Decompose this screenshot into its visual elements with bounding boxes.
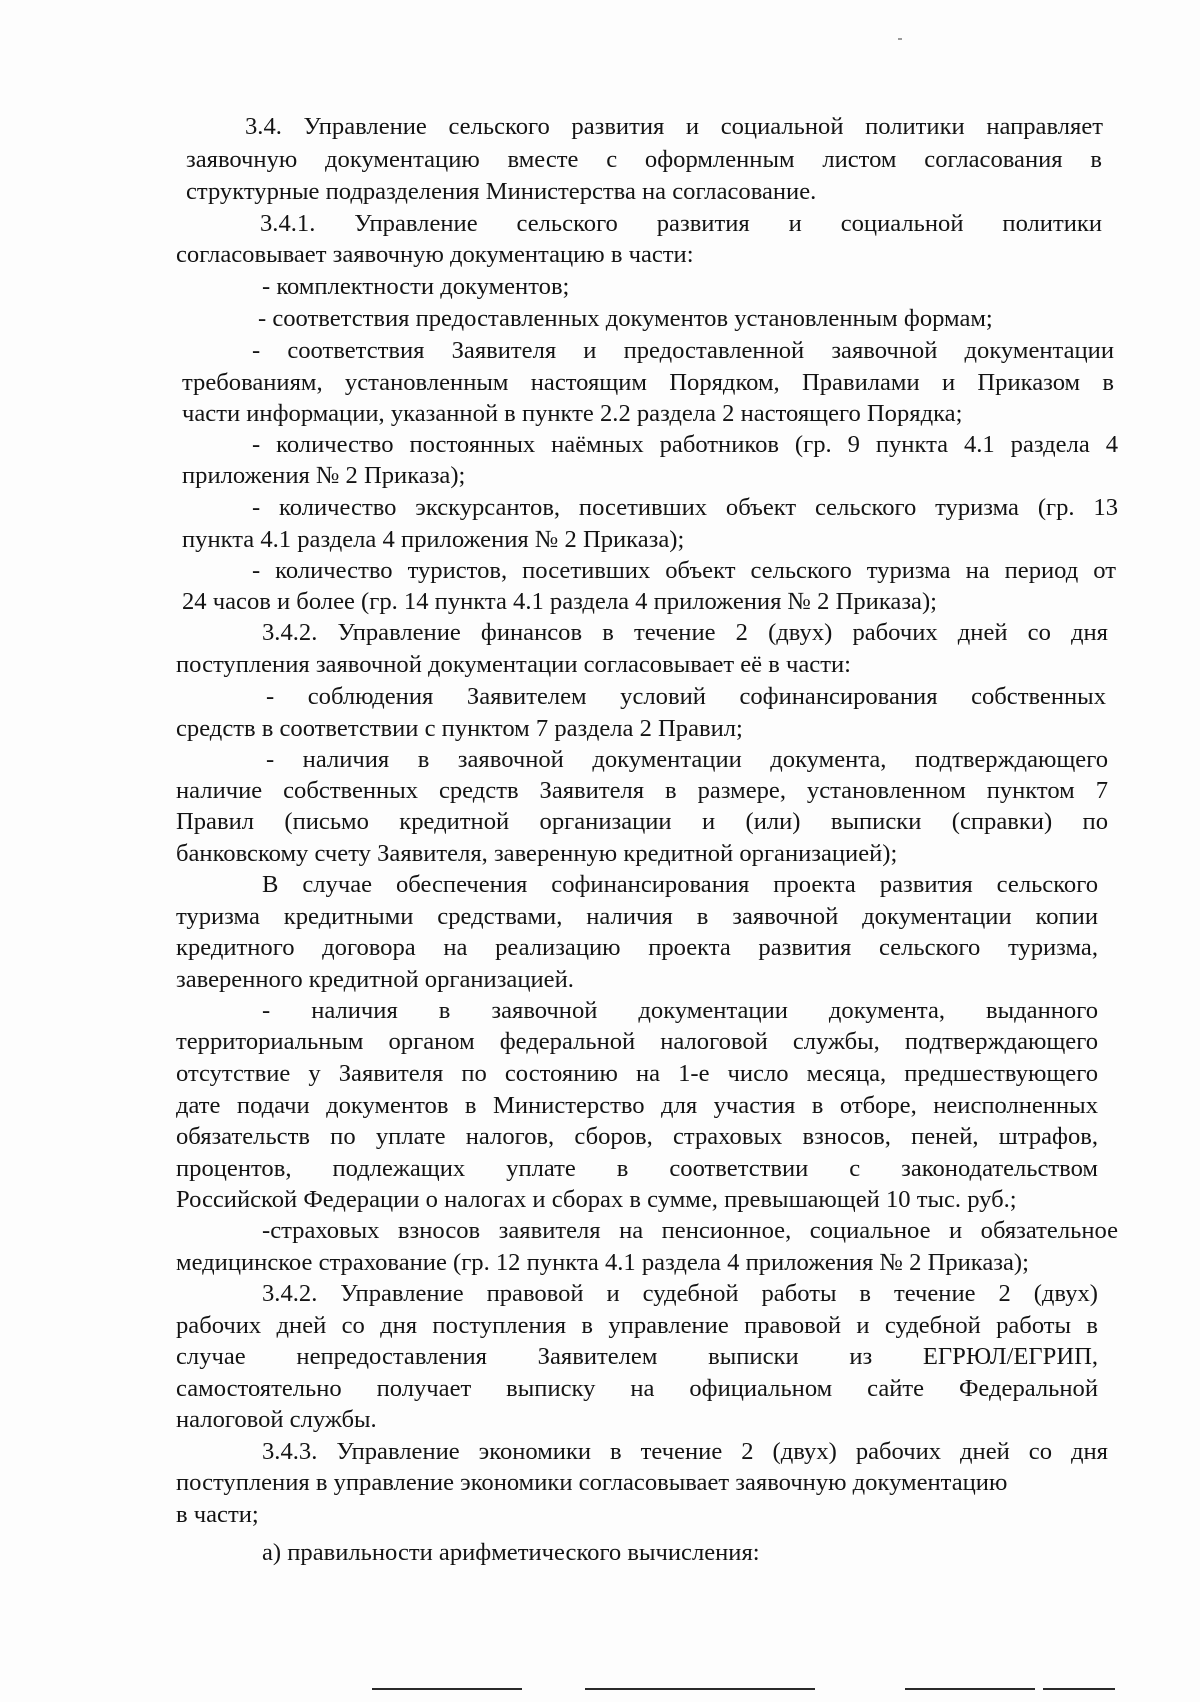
text-line-32: дате подачи документов в Министерство для участия в отборе, неисполненных <box>176 1092 1098 1119</box>
text-line-30: территориальным органом федеральной налоговой службы, подтверждающего <box>176 1028 1098 1055</box>
text-line-20: средств в соответствии с пунктом 7 раздела 2 Правил; <box>176 715 743 742</box>
text-line-26: туризма кредитными средствами, наличия в заявочной документации копии <box>176 903 1098 930</box>
text-line-36: -страховых взносов заявителя на пенсионное, социальное и обязательное <box>262 1217 1118 1244</box>
scan-artifact-line <box>585 1688 815 1690</box>
text-line-12: приложения № 2 Приказа); <box>182 462 466 489</box>
text-line-6: - комплектности документов; <box>262 273 570 300</box>
scan-artifact-line <box>372 1688 522 1690</box>
text-line-25: В случае обеспечения софинансирования проекта развития сельского <box>262 871 1098 898</box>
text-line-8: - соответствия Заявителя и предоставленной заявочной документации <box>252 337 1114 364</box>
text-line-13: - количество экскурсантов, посетивших объект сельского туризма (гр. 13 <box>252 494 1118 521</box>
scan-artifact-line <box>1043 1688 1115 1690</box>
text-line-18: поступления заявочной документации согласовывает её в части: <box>176 651 851 678</box>
text-line-28: заверенного кредитной организацией. <box>176 966 574 993</box>
text-line-3: структурные подразделения Министерства на согласование. <box>186 178 817 205</box>
text-line-43: 3.4.3. Управление экономики в течение 2 (двух) рабочих дней со дня <box>262 1438 1108 1465</box>
text-line-23: Правил (письмо кредитной организации и (или) выписки (справки) по <box>176 808 1108 835</box>
text-line-27: кредитного договора на реализацию проекта развития сельского туризма, <box>176 934 1098 961</box>
text-line-2: заявочную документацию вместе с оформленным листом согласования в <box>186 146 1102 173</box>
text-line-39: рабочих дней со дня поступления в управление правовой и судебной работы в <box>176 1312 1098 1339</box>
text-line-4: 3.4.1. Управление сельского развития и социальной политики <box>260 210 1102 237</box>
text-line-45: в части; <box>176 1501 259 1528</box>
text-line-10: части информации, указанной в пункте 2.2 раздела 2 настоящего Порядка; <box>182 400 963 427</box>
text-line-21: - наличия в заявочной документации документа, подтверждающего <box>266 746 1108 773</box>
text-line-11: - количество постоянных наёмных работников (гр. 9 пункта 4.1 раздела 4 <box>252 431 1118 458</box>
text-line-31: отсутствие у Заявителя по состоянию на 1-е число месяца, предшествующего <box>176 1060 1098 1087</box>
text-line-19: - соблюдения Заявителем условий софинансирования собственных <box>266 683 1106 710</box>
text-line-17: 3.4.2. Управление финансов в течение 2 (двух) рабочих дней со дня <box>262 619 1108 646</box>
text-line-5: согласовывает заявочную документацию в части: <box>176 241 694 268</box>
text-line-46: а) правильности арифметического вычисления: <box>262 1539 760 1566</box>
scan-artifact-line <box>905 1688 1035 1690</box>
text-line-44: поступления в управление экономики согласовывает заявочную документацию <box>176 1469 1008 1496</box>
text-line-1: 3.4. Управление сельского развития и социальной политики направляет <box>245 113 1103 140</box>
text-line-7: - соответствия предоставленных документов установленным формам; <box>258 305 993 332</box>
text-line-41: самостоятельно получает выписку на официальном сайте Федеральной <box>176 1375 1098 1402</box>
text-line-15: - количество туристов, посетивших объект сельского туризма на период от <box>252 557 1116 584</box>
text-line-38: 3.4.2. Управление правовой и судебной работы в течение 2 (двух) <box>262 1280 1098 1307</box>
text-line-35: Российской Федерации о налогах и сборах в сумме, превышающей 10 тыс. руб.; <box>176 1186 1017 1213</box>
text-line-9: требованиям, установленным настоящим Порядком, Правилами и Приказом в <box>182 369 1114 396</box>
text-line-29: - наличия в заявочной документации документа, выданного <box>262 997 1098 1024</box>
text-line-14: пункта 4.1 раздела 4 приложения № 2 Приказа); <box>182 526 685 553</box>
text-line-42: налоговой службы. <box>176 1406 377 1433</box>
text-line-16: 24 часов и более (гр. 14 пункта 4.1 раздела 4 приложения № 2 Приказа); <box>182 588 937 615</box>
text-line-34: процентов, подлежащих уплате в соответствии с законодательством <box>176 1155 1098 1182</box>
text-line-40: случае непредоставления Заявителем выписки из ЕГРЮЛ/ЕГРИП, <box>176 1343 1098 1370</box>
text-line-33: обязательств по уплате налогов, сборов, страховых взносов, пеней, штрафов, <box>176 1123 1098 1150</box>
text-line-22: наличие собственных средств Заявителя в размере, установленном пунктом 7 <box>176 777 1108 804</box>
text-line-37: медицинское страхование (гр. 12 пункта 4.1 раздела 4 приложения № 2 Приказа); <box>176 1249 1029 1276</box>
text-line-24: банковскому счету Заявителя, заверенную кредитной организацией); <box>176 840 898 867</box>
